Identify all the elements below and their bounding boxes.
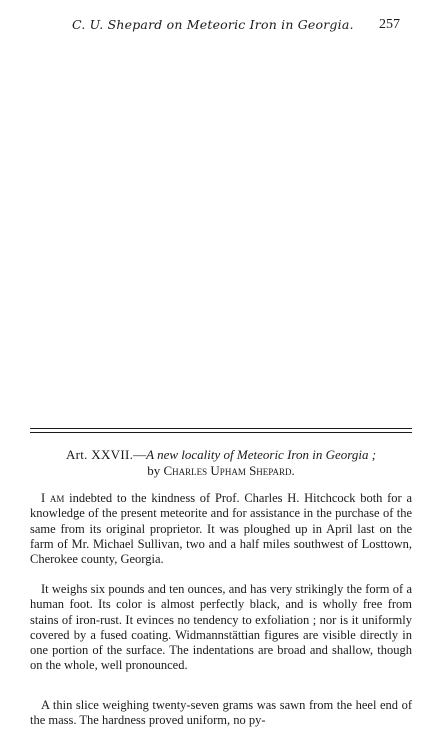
article-number: Art. XXVII. xyxy=(65,447,134,462)
article-dash: — xyxy=(133,447,147,462)
paragraph-1 xyxy=(30,491,412,567)
paragraph-3: A thin slice weighing twenty-seven grams was sawn from the heel end of the mass. The hardness proved uniform, no py- xyxy=(30,698,412,728)
article-byline xyxy=(30,463,412,479)
article-title: A new locality of Meteoric Iron in Georgia ; xyxy=(146,447,377,462)
page-number: 257 xyxy=(379,17,400,32)
running-head xyxy=(0,17,430,37)
byline-author: Charles Upham Shepard. xyxy=(163,462,295,478)
paragraph-2: It weighs six pounds and ten ounces, and has very strikingly the form of a human foot. Its color is almost perfectly black, and is wholly free from stains of iron-rust. It evinces no tendency to exfoliation ; nor is it uniformly covered by a fused coating. Widmannstättian figures are visible directly in one portion of the surface. The indentations are broad and shallow, though on the whole, well pronounced. xyxy=(30,582,412,673)
article-heading xyxy=(30,447,412,478)
byline-prefix: by xyxy=(147,462,161,478)
paragraph-1-text: indebted to the kindness of Prof. Charles H. Hitchcock both for a knowledge of the present meteorite and for assistance in the purchase of the same from its original proprietor. It was ploughed up in April last on the farm of Mr. Michael Sullivan, two and a half miles southwest of Losttown, Cherokee county, Georgia. xyxy=(30,491,412,567)
double-rule-divider xyxy=(30,428,412,433)
article-title-line xyxy=(30,447,412,463)
paragraph-1-lead: I am xyxy=(41,491,65,505)
running-title: C. U. Shepard on Meteoric Iron in Georgia. xyxy=(72,17,354,32)
